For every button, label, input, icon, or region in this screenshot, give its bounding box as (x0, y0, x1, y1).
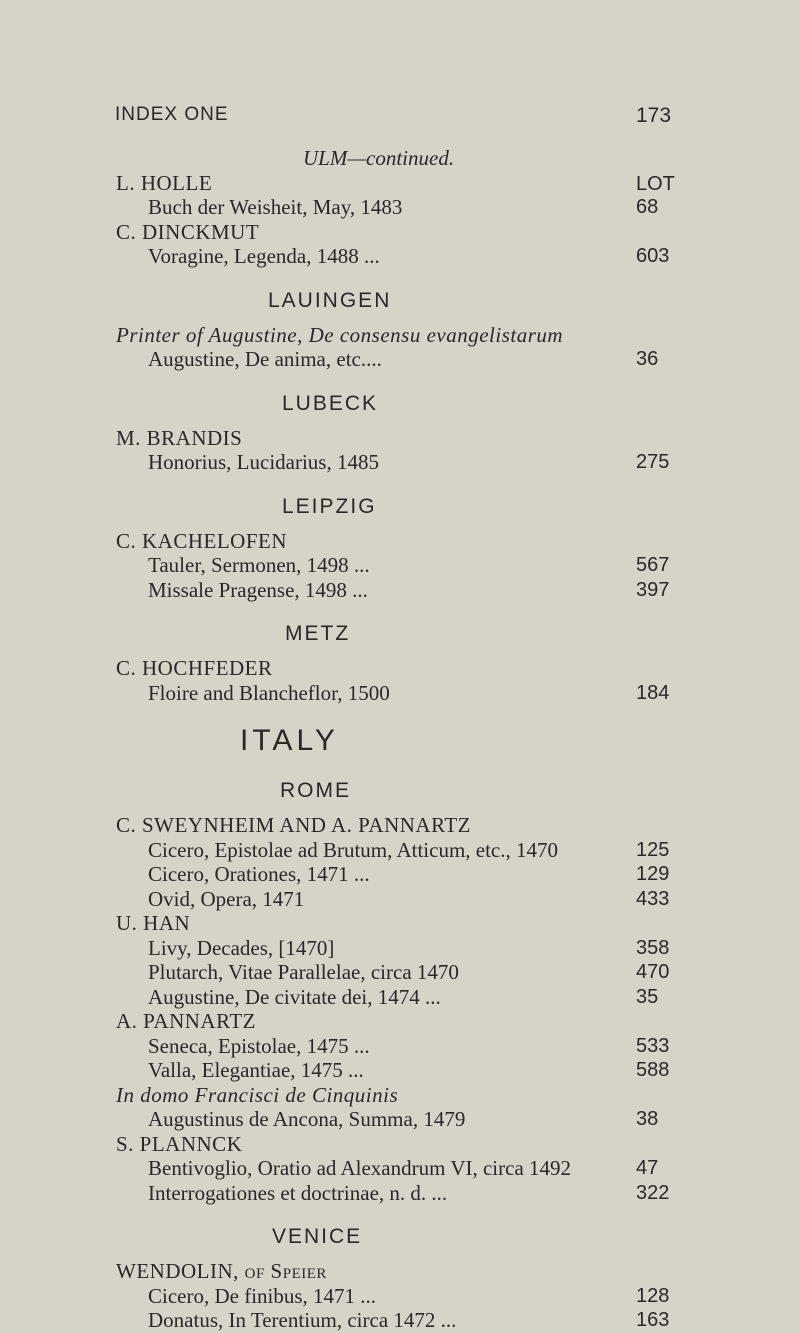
lot-number: 470 (636, 961, 670, 983)
lot-number: 129 (636, 863, 670, 885)
page-header (0, 104, 800, 134)
lot-number: 184 (636, 681, 670, 704)
work-row (0, 1156, 800, 1181)
lot-number: 567 (636, 554, 670, 576)
printer-name: C. HOCHFEDER (116, 656, 273, 680)
city-heading: METZ (285, 622, 351, 645)
work-row (0, 1034, 800, 1059)
work-title: Valla, Elegantiae, 1475 ... (148, 1058, 364, 1082)
running-head: INDEX ONE (115, 104, 229, 125)
work-title: Missale Pragense, 1498 ... (148, 577, 368, 602)
work-title: Donatus, In Terentium, circa 1472 ... (148, 1308, 457, 1332)
spacer (0, 1205, 800, 1225)
lot-number: 38 (636, 1108, 659, 1130)
city-heading-row (0, 289, 800, 323)
printer-name: C. DINCKMUT (116, 219, 260, 244)
lot-number: 35 (636, 985, 659, 1008)
lot-number: 603 (636, 245, 670, 267)
lot-number: 128 (636, 1284, 670, 1307)
work-title: Ovid, Opera, 1471 (148, 886, 305, 911)
spacer (0, 769, 800, 779)
city-heading-row (0, 1225, 800, 1259)
work-row (0, 960, 800, 985)
lot-number: 47 (636, 1157, 659, 1179)
work-row (0, 985, 800, 1010)
work-title: Interrogationes et doctrinae, n. d. ... (148, 1180, 448, 1205)
work-title: Cicero, Orationes, 1471 ... (148, 862, 370, 886)
work-title: Tauler, Sermonen, 1498 ... (148, 553, 370, 577)
country-heading: ITALY (240, 724, 339, 757)
printer-row (0, 911, 800, 936)
work-title: Augustine, De anima, etc.... (148, 347, 382, 371)
printer-name: U. HAN (116, 911, 191, 935)
work-title: Livy, Decades, [1470] (148, 935, 335, 960)
work-row (0, 1284, 800, 1309)
printer-name: A. PANNARTZ (116, 1009, 256, 1033)
city-heading: VENICE (272, 1225, 363, 1248)
spacer (0, 269, 800, 289)
spacer (0, 602, 800, 622)
work-row (0, 578, 800, 603)
city-heading-row (0, 392, 800, 426)
work-title: Augustinus de Ancona, Summa, 1479 (148, 1107, 466, 1131)
work-row (0, 1107, 800, 1132)
work-title: Voragine, Legenda, 1488 ... (148, 244, 380, 268)
work-row (0, 1058, 800, 1083)
printer-name: C. KACHELOFEN (116, 528, 288, 553)
work-title: Cicero, Epistolae ad Brutum, Atticum, etc., 1470 (148, 837, 559, 862)
lot-number: 322 (636, 1181, 670, 1204)
work-row (0, 195, 800, 220)
country-heading-row (0, 725, 800, 769)
work-row (0, 887, 800, 912)
lot-number: 125 (636, 838, 670, 861)
work-row (0, 862, 800, 887)
city-heading-row (0, 779, 800, 813)
work-title: Seneca, Epistolae, 1475 ... (148, 1033, 370, 1058)
work-row (0, 450, 800, 475)
city-heading-row (0, 622, 800, 656)
work-title: Plutarch, Vitae Parallelae, circa 1470 (148, 960, 459, 984)
printer-name: L. HOLLE (116, 170, 213, 195)
printer-name: M. BRANDIS (116, 425, 243, 450)
printer-row (0, 323, 800, 348)
work-row (0, 681, 800, 706)
printer-row (0, 813, 800, 838)
work-title: Honorius, Lucidarius, 1485 (148, 450, 379, 474)
printer-row (0, 1083, 800, 1108)
work-title: Bentivoglio, Oratio ad Alexandrum VI, circa 1492 (148, 1156, 572, 1180)
printer-name: C. SWEYNHEIM AND A. PANNARTZ (116, 813, 471, 837)
lot-number: 163 (636, 1309, 670, 1331)
printer-row (0, 426, 800, 451)
work-row (0, 553, 800, 578)
printer-row (0, 529, 800, 554)
lot-column-label: LOT (636, 173, 675, 195)
city-heading: ROME (280, 779, 351, 802)
city-heading: LAUINGEN (268, 288, 392, 312)
lot-number: 36 (636, 348, 659, 370)
work-title: Floire and Blancheflor, 1500 (148, 680, 390, 705)
printer-name: S. PLANNCK (116, 1131, 243, 1156)
work-row (0, 838, 800, 863)
city-heading: LUBECK (282, 391, 379, 415)
lot-number: 433 (636, 887, 670, 910)
city-heading: LEIPZIG (282, 494, 377, 518)
lot-number: 275 (636, 451, 670, 473)
printer-name: In domo Francisci de Cinquinis (116, 1082, 399, 1107)
lot-number: 533 (636, 1034, 670, 1057)
work-row (0, 1181, 800, 1206)
work-row (0, 347, 800, 372)
printer-row (0, 1259, 800, 1284)
spacer (0, 705, 800, 725)
printer-row (0, 171, 800, 196)
city-heading-row (0, 495, 800, 529)
work-row (0, 244, 800, 269)
lot-number: 397 (636, 578, 670, 601)
printer-row (0, 1009, 800, 1034)
printer-row (0, 220, 800, 245)
page-number: 173 (636, 104, 672, 127)
printer-row (0, 1132, 800, 1157)
lot-number: 358 (636, 936, 670, 959)
work-title: Cicero, De finibus, 1471 ... (148, 1283, 377, 1308)
spacer (0, 372, 800, 392)
printer-row (0, 656, 800, 681)
work-title: Augustine, De civitate dei, 1474 ... (148, 984, 441, 1009)
work-row (0, 936, 800, 961)
spacer (0, 475, 800, 495)
printer-name: Printer of Augustine, De consensu evangelistarum (116, 322, 564, 347)
printer-name: WENDOLIN, of Speier (116, 1259, 327, 1283)
lot-number: 68 (636, 196, 659, 218)
index-list (0, 146, 800, 1333)
section-subtitle: ULM—continued. (303, 146, 455, 170)
work-row (0, 1308, 800, 1333)
work-title: Buch der Weisheit, May, 1483 (148, 195, 403, 219)
lot-number: 588 (636, 1059, 670, 1081)
